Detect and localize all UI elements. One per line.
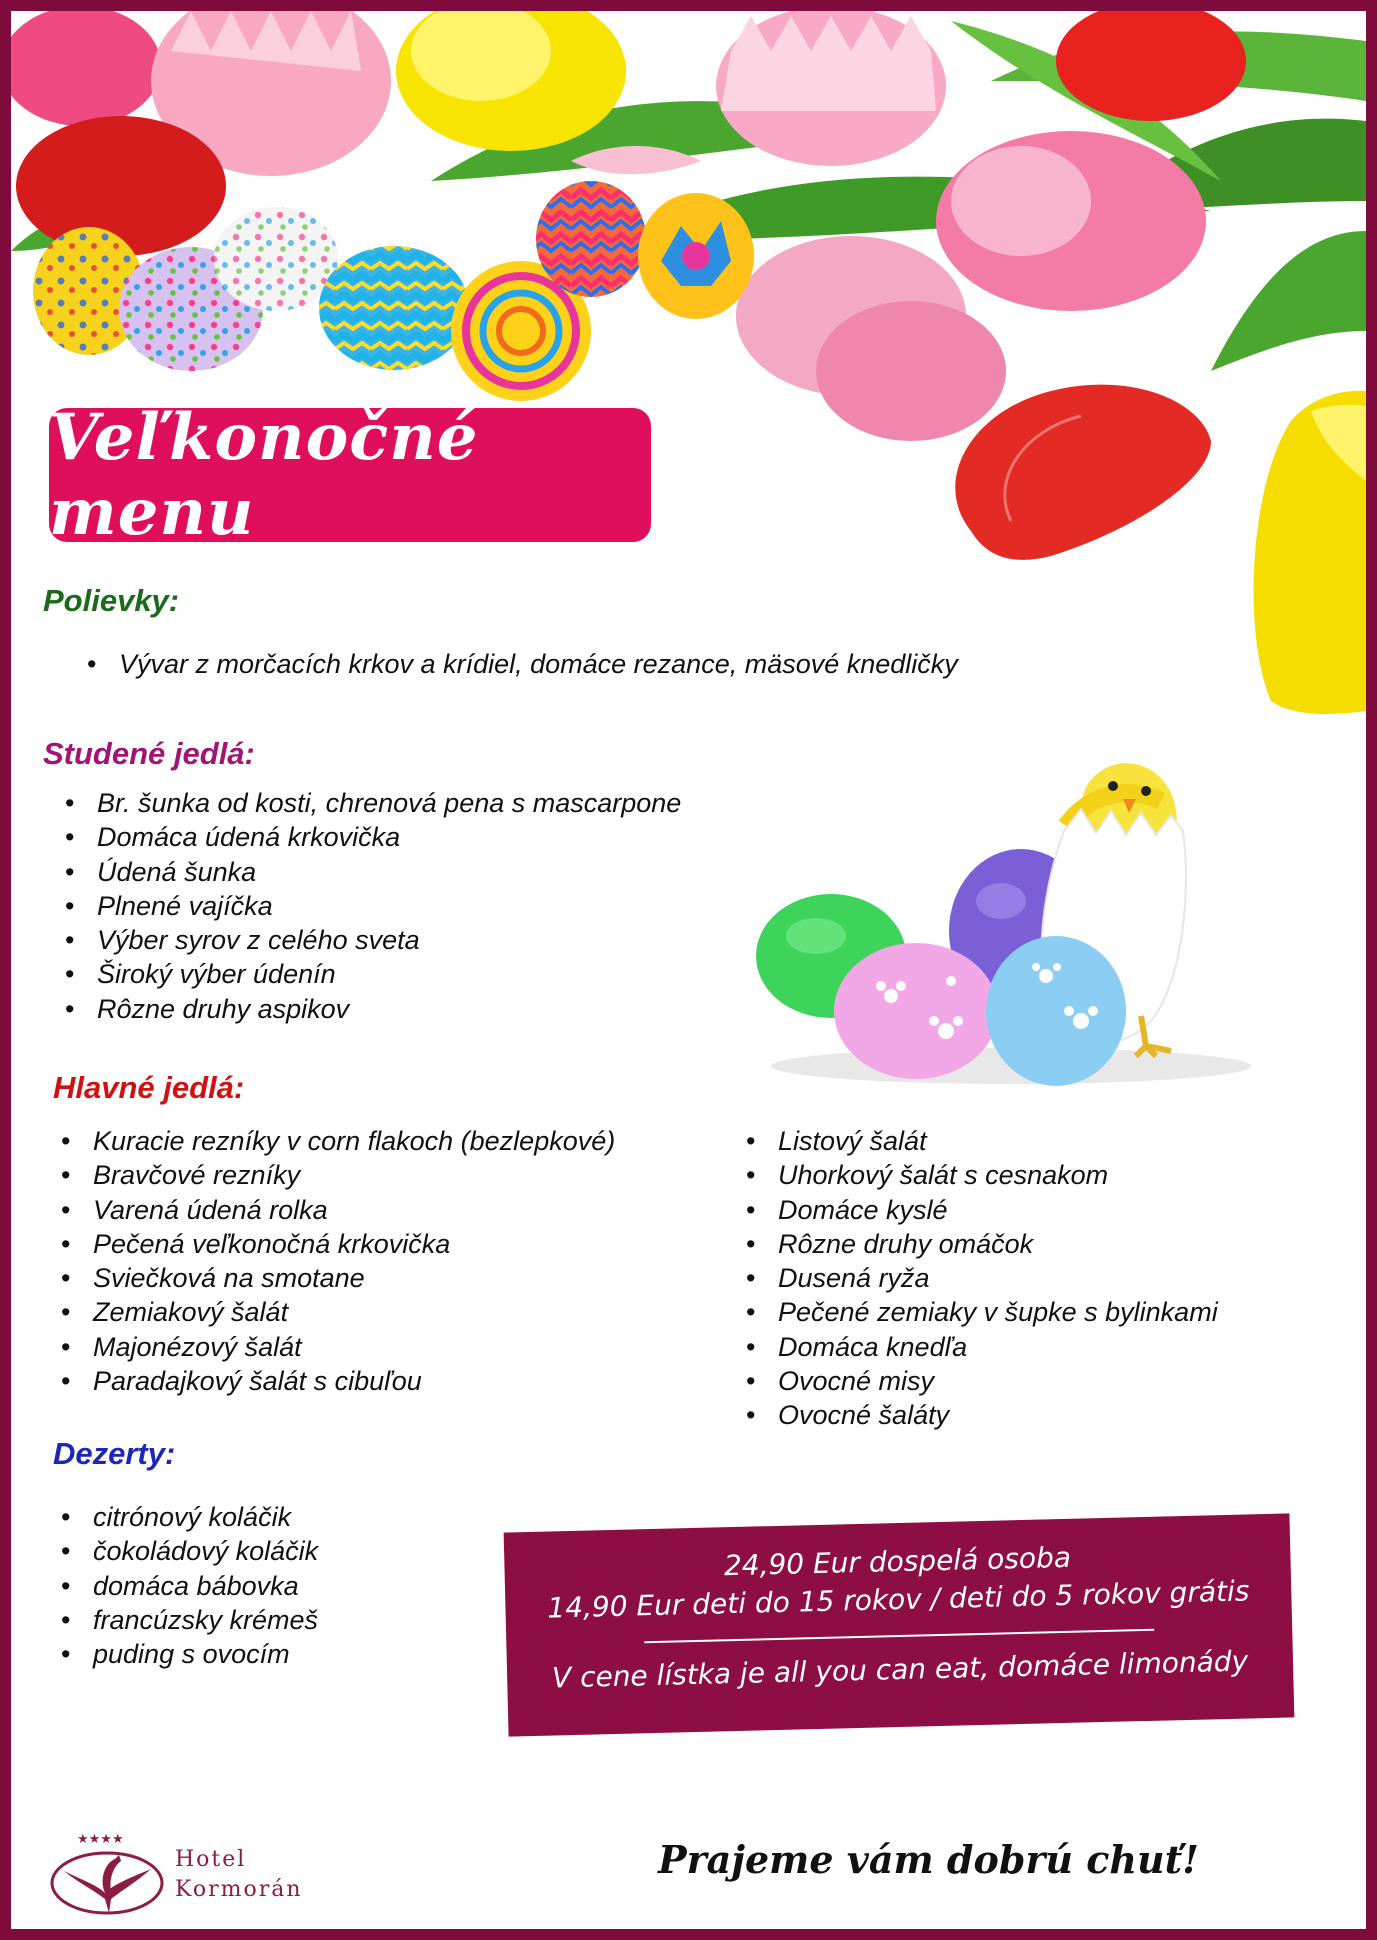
list-item: • francúzsky krémeš <box>61 1603 318 1637</box>
list-item: • Paradajkový šalát s cibuľou <box>61 1364 615 1398</box>
list-item: • Pečená veľkonočná krkovička <box>61 1227 615 1261</box>
kids-price: 14,90 Eur deti do 15 rokov / deti do 5 rokov grátis <box>547 1574 1250 1625</box>
tulips-and-eggs-illustration <box>11 11 1366 731</box>
list-item: • puding s ovocím <box>61 1637 318 1671</box>
list-item: • Domáca knedľa <box>746 1330 1218 1364</box>
closing-wish: Prajeme vám dobrú chuť! <box>658 1837 1199 1882</box>
list-item: • Údená šunka <box>65 855 681 889</box>
main-dishes-list-left <box>61 1124 615 1398</box>
hotel-logo <box>49 1833 349 1919</box>
list-item: • Varená údená rolka <box>61 1193 615 1227</box>
list-item: • Domáce kyslé <box>746 1193 1218 1227</box>
list-item: • domáca bábovka <box>61 1569 318 1603</box>
list-item: • Vývar z morčacích krkov a krídiel, domáce rezance, mäsové knedličky <box>87 647 958 681</box>
list-item: • Ovocné šaláty <box>746 1398 1218 1432</box>
price-note: V cene lístka je all you can eat, domáce limonády <box>551 1644 1249 1695</box>
list-item: • Sviečková na smotane <box>61 1261 615 1295</box>
main-dishes-list-right <box>746 1124 1218 1433</box>
cold-dishes-list <box>65 786 681 1026</box>
pricing-box <box>504 1513 1295 1736</box>
desserts-list <box>61 1500 318 1671</box>
section-heading-desserts: Dezerty: <box>53 1436 176 1471</box>
list-item: • Majonézový šalát <box>61 1330 615 1364</box>
page-title: Veľkonočné menu <box>49 400 479 550</box>
list-item: • Rôzne druhy omáčok <box>746 1227 1218 1261</box>
divider <box>644 1629 1154 1643</box>
hotel-name-line1: Hotel <box>175 1847 247 1872</box>
list-item: • Dusená ryža <box>746 1261 1218 1295</box>
list-item: • Zemiakový šalát <box>61 1295 615 1329</box>
list-item: • Rôzne druhy aspikov <box>65 992 681 1026</box>
list-item: • Domáca údená krkovička <box>65 820 681 854</box>
section-heading-main-dishes: Hlavné jedlá: <box>53 1070 245 1105</box>
soups-list <box>87 647 958 681</box>
list-item: • Listový šalát <box>746 1124 1218 1158</box>
list-item: • Br. šunka od kosti, chrenová pena s mascarpone <box>65 786 681 820</box>
cormorant-emblem-icon <box>49 1833 169 1919</box>
easter-chick-illustration <box>751 731 1271 1091</box>
section-heading-cold-dishes: Studené jedlá: <box>43 736 255 771</box>
list-item: • Ovocné misy <box>746 1364 1218 1398</box>
list-item: • Bravčové rezníky <box>61 1158 615 1192</box>
list-item: • Pečené zemiaky v šupke s bylinkami <box>746 1295 1218 1329</box>
svg-text:★★★★: ★★★★ <box>77 1832 124 1845</box>
hotel-name-line2: Kormorán <box>175 1877 303 1902</box>
title-banner <box>49 400 651 550</box>
list-item: • Široký výber údenín <box>65 957 681 991</box>
list-item: • Uhorkový šalát s cesnakom <box>746 1158 1218 1192</box>
section-heading-soups: Polievky: <box>43 583 180 618</box>
list-item: • čokoládový koláčik <box>61 1534 318 1568</box>
list-item: • Plnené vajíčka <box>65 889 681 923</box>
stars-icon <box>77 1831 137 1845</box>
adult-price: 24,90 Eur dospelá osoba <box>723 1540 1072 1583</box>
list-item: • Výber syrov z celého sveta <box>65 923 681 957</box>
list-item: • citrónový koláčik <box>61 1500 318 1534</box>
list-item: • Kuracie rezníky v corn flakoch (bezlepkové) <box>61 1124 615 1158</box>
